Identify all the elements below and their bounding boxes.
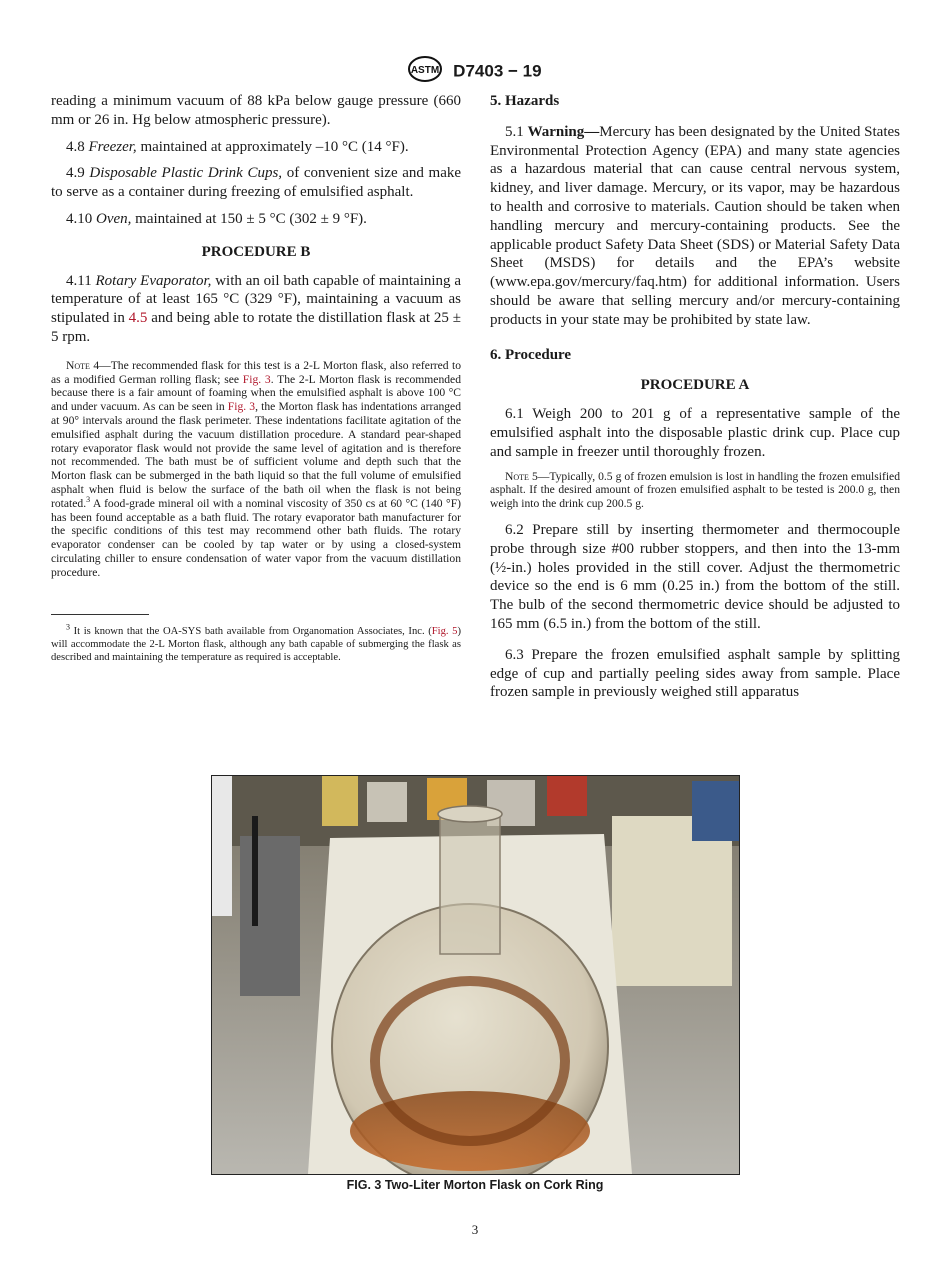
paragraph-4-8: 4.8 Freezer, maintained at approximately –10 °C (14 °F). bbox=[66, 138, 409, 155]
page-number: 3 bbox=[471, 1222, 479, 1237]
paragraph-6-2: 6.2 Prepare still by inserting thermometer and thermocouple probe through size #00 rubber stoppers, and then into the 13-mm (½-in.) holes provided in the still cover. Adjust the thermometric device so the end is 6 mm (0.25 in.) from the bottom of the still. The bulb of the second thermometric device should be adjusted to 165 mm (6.5 in.) from the bottom of the still. bbox=[490, 521, 900, 632]
standard-designation: D7403 − 19 bbox=[453, 61, 542, 81]
paragraph-4-11: 4.11 Rotary Evaporator, with an oil bath capable of maintaining a temperature of at least 165 °C (329 °F), maintaining a vacuum as stipulated in 4.5 and being able to rotate the distillation flask at 25 ± 5 rpm. bbox=[51, 272, 461, 345]
note-5: Note 5—Typically, 0.5 g of frozen emulsion is lost in handling the frozen emulsified asphalt. If the desired amount of frozen emulsified asphalt to be tested is 200.0 g, then weigh into the drink cup 200.5 g. bbox=[490, 469, 900, 511]
procedure-b-heading: PROCEDURE B bbox=[201, 243, 311, 260]
paragraph-6-3: 6.3 Prepare the frozen emulsified asphalt sample by splitting edge of cup and partially peeling sides away from sample. Place frozen sample in previously weighed still apparatus bbox=[490, 646, 900, 701]
link-section-4-5[interactable]: 4.5 bbox=[128, 310, 148, 327]
section-6-heading: 6. Procedure bbox=[490, 346, 572, 363]
astm-logo-icon bbox=[408, 56, 442, 87]
link-fig-5[interactable]: Fig. 5 bbox=[431, 625, 458, 637]
paragraph-6-1: 6.1 Weigh 200 to 201 g of a representative sample of the emulsified asphalt into the disposable plastic drink cup. Place cup and sample in freezer until thoroughly frozen. bbox=[490, 406, 900, 460]
svg-text:ASTM: ASTM bbox=[411, 65, 440, 76]
note-4: Note 4—The recommended flask for this test is a 2-L Morton flask, also referred to as a modified German rolling flask; see Fig. 3. The 2-L Morton flask is recommended because there is a fair amount of foaming when the emulsified asphalt is above 100 °C and under vacuum. As can be seen in Fig. 3, the Morton flask has indentations arranged at 90° intervals around the flask perimeter. These indentations facilitate agitation of the emulsified asphalt during the vacuum distillation procedure. A standard pear-shaped rotary evaporator flask would not provide the same level of agitation and is therefore not recommended. The bath must be of sufficient volume and depth such that the Morton flask can be submerged in the bath liquid so that the full volume of emulsified asphalt when fluid is below the surface of the bath oil when the flask is not being rotated.$^3$ A food-grade mineral oil with a nominal viscosity of 350 cs at 60 °C (140 °F) has been found acceptable as a bath fluid. The rotary evaporator bath manufacturer for the specific conditions of this test may recommend other bath fluids. The rotary evaporator condenser can be cooled by tap water or by using a closed-system circulating chiller to ensure condensation of water vapor from the vacuum distillation procedure. bbox=[51, 358, 462, 579]
page-header bbox=[0, 56, 950, 87]
morton-flask-photo bbox=[212, 776, 739, 1174]
figure-3-photo bbox=[211, 775, 740, 1175]
paragraph-4-9: 4.9 Disposable Plastic Drink Cups, of convenient size and make to serve as a container during freezing of emulsified asphalt. bbox=[51, 165, 462, 201]
link-fig-3[interactable]: Fig. 3 bbox=[227, 400, 256, 414]
footnote-3: $^3$ It is known that the OA-SYS bath available from Organomation Associates, Inc. (Fig. 5) will accommodate the 2-L Morton flask, although any bath capable of submerging the flask as described and maintaining the temperature as required is acceptable. bbox=[51, 621, 461, 663]
section-5-heading: 5. Hazards bbox=[490, 93, 560, 109]
right-column bbox=[490, 92, 900, 710]
link-fig-3[interactable]: Fig. 3 bbox=[242, 372, 271, 386]
procedure-a-heading: PROCEDURE A bbox=[640, 377, 750, 394]
figure-3-caption: FIG. 3 Two-Liter Morton Flask on Cork Ring bbox=[346, 1178, 604, 1192]
paragraph-4-10: 4.10 Oven, maintained at 150 ± 5 °C (302 ± 9 °F). bbox=[66, 210, 367, 227]
paragraph-5-1: 5.1 Warning—Mercury has been designated by the United States Environmental Protection Agency (EPA) and many state agencies as a hazardous material that can cause central nervous system, kidney, and liver damage. Mercury, or its vapor, may be hazardous to health and corrosive to materials. Caution should be taken when handling mercury and mercury-containing products. See the applicable product Safety Data Sheet (SDS) or Material Safety Data Sheet (MSDS) for details and the EPA’s website (www.epa.gov/mercury/faq.htm) for additional information. Users should be aware that selling mercury and/or mercury-containing products in your state may be prohibited by state law. bbox=[490, 123, 900, 328]
paragraph-4-7-continued: reading a minimum vacuum of 88 kPa below gauge pressure (660 mm or 26 in. Hg below atmospheric pressure). bbox=[51, 93, 461, 128]
footnote-divider bbox=[51, 614, 149, 615]
left-column bbox=[51, 92, 461, 672]
